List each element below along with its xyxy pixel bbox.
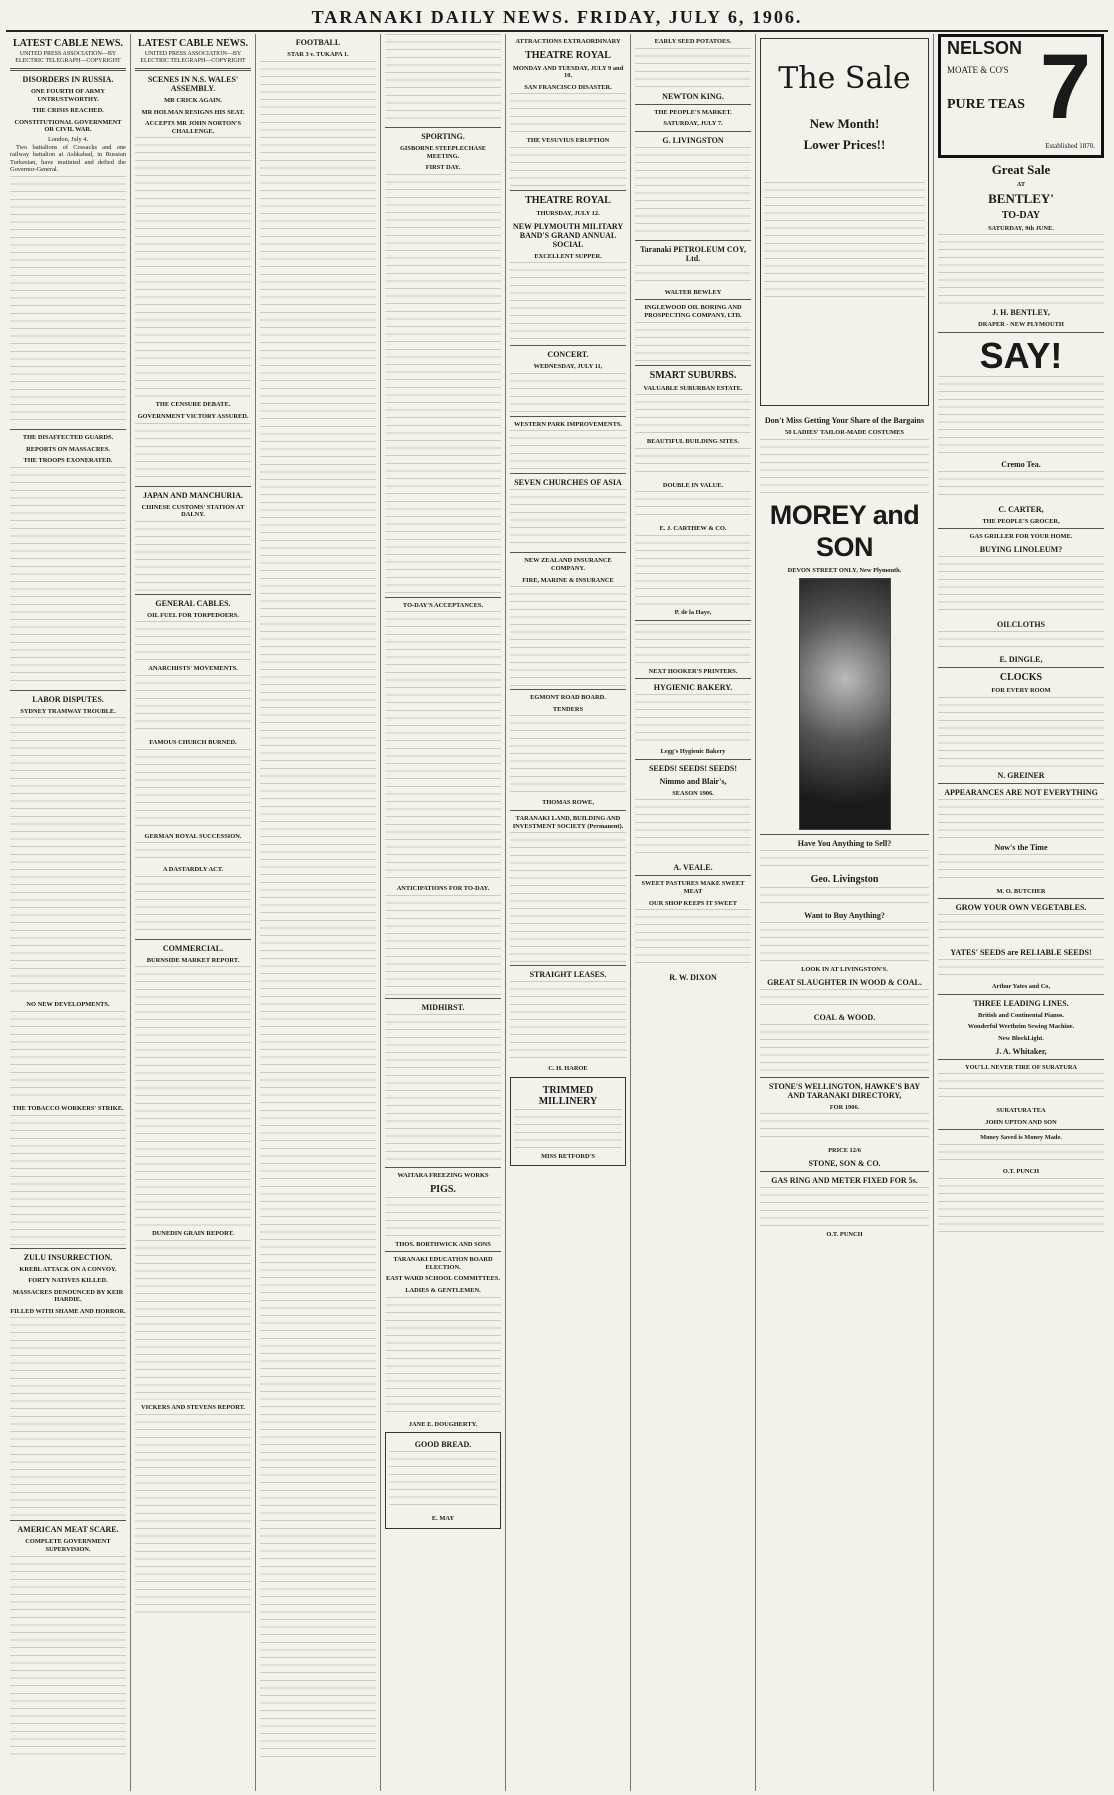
ad-heading: OILCLOTHS: [996, 619, 1045, 629]
ad-subheading: Cremo Tea.: [1001, 459, 1041, 469]
headline: LABOR DISPUTES.: [32, 694, 104, 704]
signature: C. H. HAROE: [548, 1065, 588, 1073]
ad-heading: STONE'S WELLINGTON, HAWKE'S BAY AND TARANAKI DIRECTORY,: [768, 1081, 921, 1100]
ad-subheading: TENDERS: [552, 705, 584, 713]
ad-subheading: FIRE, MARINE & INSURANCE: [522, 576, 614, 584]
headline: FOOTBALL: [295, 38, 341, 47]
signature: N. GREINER: [997, 770, 1045, 780]
ad-subheading: THE PEOPLE'S GROCER,: [982, 517, 1060, 525]
ad-heading: ATTRACTIONS EXTRAORDINARY: [515, 38, 621, 45]
headline: SPORTING.: [421, 132, 465, 141]
subheadline: MR CRICK AGAIN.: [164, 97, 222, 104]
headline: GENERAL CABLES.: [155, 598, 231, 608]
ad-heading: GREAT SLAUGHTER IN WOOD & COAL.: [767, 977, 922, 987]
signature: THOMAS ROWE,: [542, 799, 594, 807]
subheadline: OIL FUEL FOR TORPEDOERS.: [147, 611, 239, 619]
ad-subheading: SATURDAY, JULY 7.: [663, 120, 723, 128]
signature: MISS RETFORD'S: [541, 1152, 595, 1160]
subheadline: VICKERS AND STEVENS REPORT.: [140, 1403, 246, 1411]
nelson-tea-ad: [938, 34, 1104, 158]
subheadline: CONSTITUTIONAL GOVERNMENT OR CIVIL WAR.: [14, 118, 122, 134]
ad-subheading: FOR EVERY ROOM: [991, 686, 1051, 694]
ad-subheading: Wonderful Wertheim Sewing Machine.: [967, 1023, 1075, 1031]
ad-heading: EGMONT ROAD BOARD.: [530, 694, 606, 702]
ad-subheading: Established 1870.: [1045, 142, 1095, 151]
signature: WALTER BEWLEY: [664, 288, 722, 296]
ad-subheading: New BlockLight.: [998, 1034, 1044, 1042]
subheadline: MASSACRES DENOUNCED BY KEIR HARDIE.: [12, 1288, 124, 1304]
headline: ANTICIPATIONS FOR TO-DAY.: [396, 885, 490, 893]
ad-heading: SAY!: [979, 334, 1063, 376]
ad-subheading: PRICE 12/6: [828, 1147, 861, 1155]
column-3: [256, 34, 381, 1791]
dateline: London, July 4.: [47, 135, 89, 143]
ad-heading: CONCERT.: [547, 350, 589, 360]
subheadline: CHINESE CUSTOMS' STATION AT DALNY.: [141, 503, 245, 519]
columns: [6, 34, 1108, 1791]
signature: J. H. BENTLEY,: [992, 308, 1050, 318]
column-1: [6, 34, 131, 1791]
ad-heading: BUYING LINOLEUM?: [979, 544, 1063, 554]
signature: E. DINGLE,: [999, 654, 1043, 664]
subheadline: BURNSIDE MARKET REPORT.: [146, 956, 240, 964]
ad-heading: APPEARANCES ARE NOT EVERYTHING: [944, 787, 1098, 797]
subheadline: LADIES & GENTLEMEN.: [405, 1286, 481, 1294]
ad-heading: NEW ZEALAND INSURANCE COMPANY.: [524, 557, 612, 572]
signature: O.T. PUNCH: [1002, 1167, 1040, 1175]
ad-heading: THREE LEADING LINES.: [973, 998, 1069, 1008]
headline: THE TOBACCO WORKERS' STRIKE.: [12, 1104, 124, 1112]
subheadline: STAR 3 v. TUKAPA 1.: [287, 51, 349, 58]
ad-subheading: AT: [1016, 181, 1026, 188]
headline: JAPAN AND MANCHURIA.: [142, 490, 244, 500]
article-text: Two battalions of Cossacks and one railway battalion at Ashkabad, in Russian Turkestan, have mutinied and defied the Governor-General.: [10, 143, 126, 174]
subheadline: FIRST DAY.: [425, 164, 461, 172]
signature: NEXT HOOKER'S PRINTERS.: [648, 667, 738, 675]
column-7: [756, 34, 934, 1791]
headline: AMERICAN MEAT SCARE.: [17, 1525, 119, 1535]
subheadline: ONE FOURTH OF ARMY UNTRUSTWORTHY.: [31, 88, 105, 103]
subheadline: GOVERNMENT VICTORY ASSURED.: [137, 412, 249, 420]
subheadline: DUNEDIN GRAIN REPORT.: [152, 1230, 234, 1238]
ad-heading: GAS GRILLER FOR YOUR HOME.: [969, 533, 1073, 541]
cable-subheading: UNITED PRESS ASSOCIATION—BY ELECTRIC TELEGRAPH—COPYRIGHT: [15, 51, 121, 64]
signature: M. O. BUTCHER: [996, 887, 1046, 895]
ad-heading: Want to Buy Anything?: [804, 911, 885, 921]
ad-subheading: LOOK IN AT LIVINGSTON'S.: [801, 966, 888, 974]
ad-heading: THEATRE ROYAL: [525, 49, 611, 61]
headline: THE CENSURE DEBATE.: [155, 401, 231, 409]
ad-subheading: VALUABLE SUBURBAN ESTATE.: [643, 384, 743, 392]
subheadline: EAST WARD SCHOOL COMMITTEES.: [385, 1275, 501, 1283]
signature: JOHN UPTON AND SON: [985, 1118, 1057, 1126]
ad-heading: The Sale: [778, 61, 911, 96]
subheadline: ANARCHISTS' MOVEMENTS.: [148, 665, 238, 673]
ad-subheading: SURATURA TEA: [996, 1107, 1046, 1115]
signature: Legg's Hygienic Bakery: [660, 748, 726, 756]
headline: TARANAKI EDUCATION BOARD ELECTION.: [393, 1256, 493, 1271]
ad-heading: NEWTON KING.: [662, 91, 724, 101]
ad-heading: YATES' SEEDS are RELIABLE SEEDS!: [950, 948, 1092, 958]
ad-heading: HYGIENIC BAKERY.: [653, 683, 733, 693]
column-5: [506, 34, 631, 1791]
signature: C. CARTER,: [998, 504, 1044, 514]
ad-heading: Great Sale: [991, 162, 1051, 177]
cable-subheading: UNITED PRESS ASSOCIATION—BY ELECTRIC TELEGRAPH—COPYRIGHT: [140, 51, 246, 64]
headline: THE DISAFFECTED GUARDS.: [22, 433, 114, 441]
subheadline: ACCEPTS MR JOHN NORTON'S CHALLENGE.: [144, 120, 242, 135]
ad-subheading: MONDAY AND TUESDAY, JULY 9 and 10.: [512, 64, 624, 80]
subheadline: FAMOUS CHURCH BURNED.: [149, 738, 237, 746]
ad-heading: NELSON: [947, 38, 1023, 58]
subheadline: GERMAN ROYAL SUCCESSION.: [144, 832, 242, 840]
ad-heading: Nimmo and Blair's,: [659, 776, 727, 786]
ad-subheading: Now's the Time: [994, 842, 1048, 852]
latest-cable-heading: LATEST CABLE NEWS.: [13, 38, 123, 49]
subheadline: THOS. BORTHWICK AND SONS: [395, 1240, 491, 1248]
ad-heading: Geo. Livingston: [810, 874, 879, 886]
ad-subheading: THE PEOPLE'S MARKET.: [654, 108, 732, 116]
ad-heading: YOU'LL NEVER TIRE OF SURATURA: [964, 1063, 1078, 1071]
ad-heading: TO-DAY: [1001, 209, 1041, 221]
subheadline: A DASTARDLY ACT.: [162, 866, 224, 874]
ad-heading: MOREY and SON: [769, 499, 920, 562]
signature: A. VEALE.: [673, 863, 713, 873]
ad-heading: STRAIGHT LEASES.: [529, 970, 607, 980]
ad-heading: COAL & WOOD.: [813, 1012, 876, 1022]
column-4: [381, 34, 506, 1791]
headline: TO-DAY'S ACCEPTANCES.: [402, 601, 484, 609]
ad-subheading: THE VESUVIUS ERUPTION: [526, 137, 610, 145]
clock-illustration: [799, 578, 891, 830]
subheadline: KREBL ATTACK ON A CONVOY.: [19, 1265, 117, 1273]
signature: E. J. CARTHEW & CO.: [659, 525, 727, 533]
ad-heading: THEATRE ROYAL: [525, 194, 611, 206]
ad-heading: TRIMMED MILLINERY: [538, 1084, 598, 1107]
ad-subheading: New Month!: [809, 116, 880, 131]
ad-heading: SEVEN CHURCHES OF ASIA: [514, 478, 622, 488]
headline: WAITARA FREEZING WORKS: [397, 1171, 489, 1179]
ad-heading: Don't Miss Getting Your Share of the Bargains: [764, 416, 925, 425]
subheadline: FORTY NATIVES KILLED.: [28, 1277, 108, 1285]
signature: J. A. Whitaker,: [995, 1046, 1047, 1056]
ad-subheading: THURSDAY, JULY 12.: [536, 209, 600, 217]
headline: COMMERCIAL.: [162, 943, 224, 953]
subheadline: MR HOLMAN RESIGNS HIS SEAT.: [141, 108, 245, 116]
column-6: [631, 34, 756, 1791]
subheadline: SYDNEY TRAMWAY TROUBLE.: [20, 707, 116, 715]
headline: ZULU INSURRECTION.: [23, 1252, 113, 1262]
ad-heading: GAS RING AND METER FIXED FOR 5s.: [771, 1175, 918, 1185]
masthead: TARANAKI DAILY NEWS. FRIDAY, JULY 6, 1906.: [6, 4, 1108, 32]
signature: JANE E. DOUGHERTY.: [408, 1420, 478, 1428]
ad-subheading: MOATE & CO'S: [947, 65, 1009, 75]
ad-subheading: PURE TEAS: [947, 97, 1025, 112]
ad-subheading: NEW PLYMOUTH MILITARY BAND'S GRAND ANNUAL SOCIAL: [512, 221, 624, 249]
ad-heading: INGLEWOOD OIL BORING AND PROSPECTING COMPANY, LTD.: [644, 304, 742, 319]
ad-subheading: British and Continental Pianos.: [978, 1011, 1064, 1019]
ad-numeral: 7: [1039, 36, 1091, 138]
headline: GOOD BREAD.: [414, 1440, 472, 1450]
headline: THE TROOPS EXONERATED.: [23, 457, 113, 465]
subheadline: FILLED WITH SHAME AND HORROR.: [10, 1307, 126, 1315]
ad-heading: Taranaki PETROLEUM COY, Ltd.: [640, 244, 746, 263]
column-8: [934, 34, 1108, 1791]
subheadline: GISBORNE STEEPLECHASE MEETING.: [399, 145, 487, 160]
ad-heading: OUR SHOP KEEPS IT SWEET: [649, 899, 737, 907]
headline: REPORTS ON MASSACRES.: [26, 445, 110, 453]
latest-cable-heading: LATEST CABLE NEWS.: [138, 38, 248, 49]
headline: PIGS.: [430, 1183, 456, 1195]
ad-subheading: DOUBLE IN VALUE.: [662, 481, 724, 489]
headline: DISORDERS IN RUSSIA.: [22, 75, 114, 84]
ad-subheading: EXCELLENT SUPPER.: [534, 252, 602, 260]
signature: R. W. DIXON: [669, 973, 717, 983]
ad-subheading: Lower Prices!!: [803, 137, 886, 152]
ad-heading: SEEDS! SEEDS! SEEDS!: [648, 763, 738, 773]
ad-heading: WESTERN PARK IMPROVEMENTS.: [514, 420, 622, 428]
subheadline: THE CRISIS REACHED.: [32, 107, 104, 115]
ad-subheading: SEASON 1906.: [672, 789, 714, 797]
ad-subheading: SATURDAY, 9th JUNE.: [988, 224, 1054, 232]
ad-heading: SWEET PASTURES MAKE SWEET MEAT: [641, 880, 745, 895]
ad-subheading: WEDNESDAY, JULY 11,: [533, 363, 603, 371]
subheadline: COMPLETE GOVERNMENT SUPERVISION.: [25, 1538, 111, 1554]
signature: Arthur Yates and Co,: [991, 983, 1051, 991]
ad-heading: Have You Anything to Sell?: [797, 839, 892, 849]
signature: O.T. PUNCH: [826, 1230, 863, 1238]
headline: SCENES IN N.S. WALES' ASSEMBLY.: [147, 75, 239, 93]
ad-heading: Money Saved is Money Made.: [980, 1134, 1062, 1142]
ad-heading: SMART SUBURBS.: [649, 369, 737, 381]
ad-subheading: 50 LADIES' TAILOR-MADE COSTUMES: [785, 429, 904, 436]
ad-heading: STONE, SON & CO.: [808, 1158, 881, 1168]
ad-heading: GROW YOUR OWN VEGETABLES.: [955, 903, 1087, 913]
ad-subheading: DEVON STREET ONLY, New Plymouth.: [787, 566, 902, 574]
ad-heading: EARLY SEED POTATOES.: [654, 38, 732, 45]
ad-heading: G. LIVINGSTON: [662, 135, 724, 145]
ad-heading: BENTLEY': [988, 190, 1054, 206]
ad-subheading: SAN FRANCISCO DISASTER.: [524, 83, 612, 91]
headline: NO NEW DEVELOPMENTS.: [26, 1001, 110, 1009]
headline: MIDHIRST.: [421, 1002, 465, 1012]
signature: E. MAY: [431, 1515, 455, 1523]
ad-heading: TARANAKI LAND, BUILDING AND INVESTMENT SOCIETY (Permanent).: [512, 814, 624, 830]
signature: P. de la Haye,: [674, 608, 712, 616]
ad-heading: CLOCKS: [999, 671, 1043, 683]
ad-subheading: DRAPER - NEW PLYMOUTH: [978, 321, 1064, 329]
column-2: [131, 34, 256, 1791]
ad-subheading: BEAUTIFUL BUILDING SITES.: [646, 438, 740, 446]
ad-subheading: FOR 1906.: [829, 1103, 860, 1111]
